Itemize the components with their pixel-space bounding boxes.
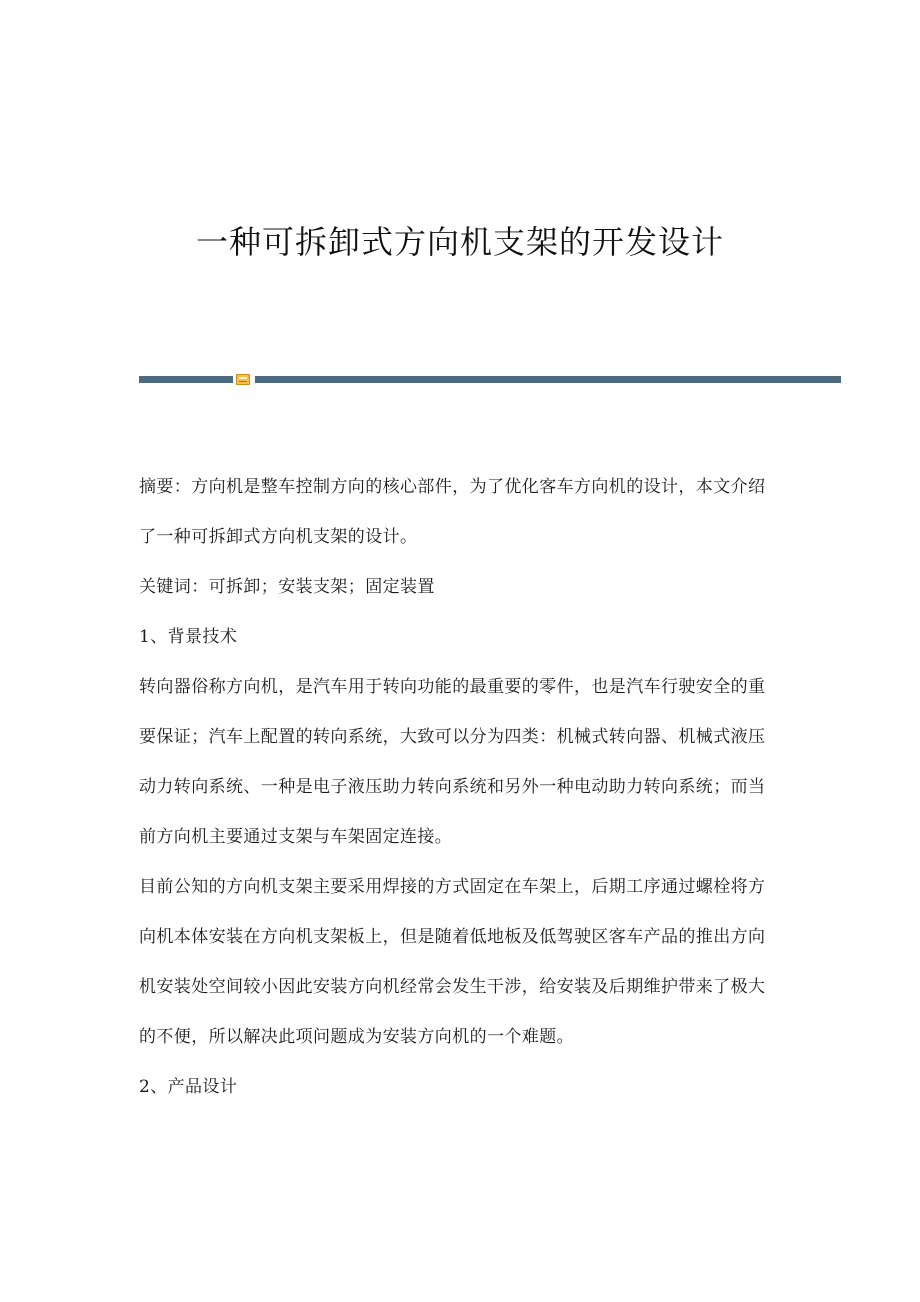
document-body [139, 462, 771, 1112]
section-heading-design: 2、产品设计 [139, 1077, 238, 1097]
keywords-paragraph: 关键词：可拆卸；安装支架；固定装置 [139, 577, 435, 597]
title-divider [139, 374, 841, 386]
section-heading-background: 1、背景技术 [139, 627, 238, 647]
body-paragraph: 目前公知的方向机支架主要采用焊接的方式固定在车架上，后期工序通过螺栓将方向机本体安装在方向机支架板上，但是随着低地板及低驾驶区客车产品的推出方向机安装处空间较小因此安装方向机经常会发生干涉，给安装及后期维护带来了极大的不便，所以解决此项问题成为安装方向机的一个难题。 [139, 877, 766, 1047]
divider-ornament-icon [236, 374, 250, 385]
abstract-paragraph: 摘要：方向机是整车控制方向的核心部件，为了优化客车方向机的设计，本文介绍了一种可拆卸式方向机支架的设计。 [139, 477, 766, 547]
divider-bar-left [139, 376, 233, 383]
divider-bar-right [255, 376, 841, 383]
body-paragraph: 转向器俗称方向机，是汽车用于转向功能的最重要的零件，也是汽车行驶安全的重要保证；汽车上配置的转向系统，大致可以分为四类：机械式转向器、机械式液压动力转向系统、一种是电子液压助力转向系统和另外一种电动助力转向系统；而当前方向机主要通过支架与车架固定连接。 [139, 677, 766, 847]
document-title: 一种可拆卸式方向机支架的开发设计 [195, 223, 724, 261]
